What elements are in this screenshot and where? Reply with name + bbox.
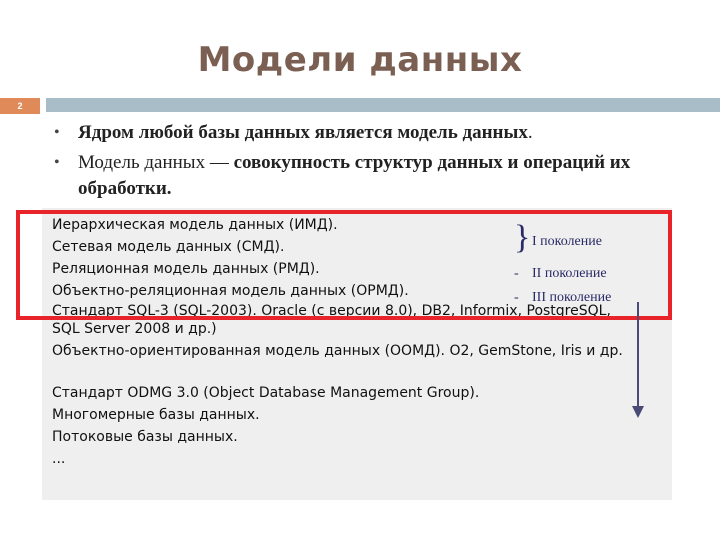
bullet-text: . xyxy=(527,122,533,143)
list-item: Стандарт SQL-3 (SQL-2003). Oracle (с версии 8.0), DB2, Informix, PostgreSQL, SQL Server 2008 и др.) xyxy=(52,303,611,337)
highlight-box xyxy=(16,210,672,320)
list-item: Стандарт ODMG 3.0 (Object Database Management Group). xyxy=(52,385,480,401)
bullet-item xyxy=(54,150,694,202)
header-bar xyxy=(0,98,720,114)
list-item: Реляционная модель данных (РМД). xyxy=(52,261,320,277)
arrow-head-icon xyxy=(632,406,644,418)
bullet-icon: • xyxy=(54,154,60,171)
slide-title: Модели данных xyxy=(197,40,523,80)
brace-icon: } xyxy=(514,219,531,256)
bullet-list xyxy=(54,120,694,206)
bullet-icon: • xyxy=(54,124,60,141)
generation-label-1: I поколение xyxy=(532,234,602,249)
generation-dash-2: - xyxy=(514,266,519,281)
slide-number: 2 xyxy=(0,98,40,114)
bullet-item xyxy=(54,120,694,146)
list-item: Иерархическая модель данных (ИМД). xyxy=(52,217,338,233)
down-arrow-icon xyxy=(637,302,639,410)
bullet-text-bold: Ядром любой базы данных является модель данных xyxy=(78,122,528,143)
bullet-text: Модель данных — xyxy=(78,152,234,173)
accent-bar xyxy=(46,98,720,112)
list-item: ... xyxy=(52,451,66,467)
list-item: Многомерные базы данных. xyxy=(52,407,260,423)
generation-label-2: II поколение xyxy=(532,266,607,281)
list-item: Потоковые базы данных. xyxy=(52,429,238,445)
list-item: Объектно-ориентированная модель данных (ООМД). О2, GemStone, Iris и др. xyxy=(52,343,623,359)
generation-label-3: III поколение xyxy=(532,290,612,305)
list-item: Сетевая модель данных (СМД). xyxy=(52,239,285,255)
list-item: Объектно-реляционная модель данных (ОРМД). xyxy=(52,283,409,299)
generation-dash-3: - xyxy=(514,290,519,305)
bullet-text-bold: совокупность структур данных и операций их обработки. xyxy=(78,152,631,199)
